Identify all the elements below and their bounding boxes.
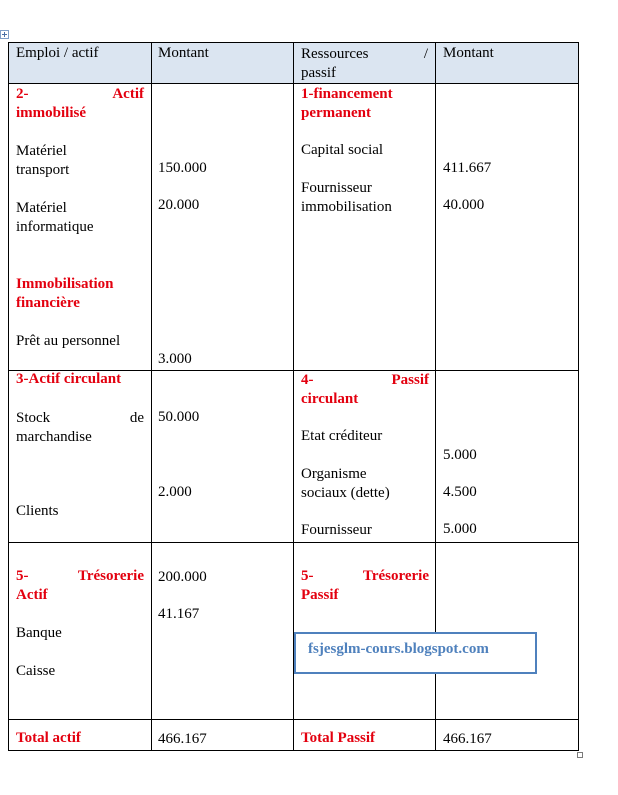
clients-label: Clients [16,503,59,519]
caisse-value: 41.167 [158,606,200,622]
header-montant-right: Montant [443,45,494,61]
pret-personnel-value: 3.000 [158,351,192,367]
stock-marchandise-label: Stock de marchandise [16,410,144,445]
clients-value: 2.000 [158,484,192,500]
table-resize-handle[interactable] [577,752,583,758]
materiel-informatique-label: Matériel informatique [16,200,94,235]
banque-label: Banque [16,625,62,641]
etat-crediteur-label: Etat créditeur [301,428,383,444]
fournisseur-value: 5.000 [443,521,477,537]
capital-social-value: 411.667 [443,160,492,176]
header-montant-left: Montant [158,45,209,61]
border-left [8,42,9,751]
header-emploi-actif: Emploi / actif [16,45,99,61]
total-actif-value: 466.167 [158,731,207,747]
header-ressources-passif [301,45,428,83]
border-right [578,42,579,751]
blog-watermark-textbox[interactable]: fsjesglm-cours.blogspot.com [294,632,537,674]
total-actif-label: Total actif [16,730,81,746]
fournisseur-immobilisation-value: 40.000 [443,197,485,213]
materiel-transport-value: 150.000 [158,160,207,176]
etat-crediteur-value: 5.000 [443,447,477,463]
materiel-transport-label: Matériel transport [16,143,70,178]
tresorerie-passif-title: 5- Trésorerie Passif [301,568,429,603]
actif-circulant-title: 3-Actif circulant [16,371,122,387]
capital-social-label: Capital social [301,142,384,158]
header-ressources-slash: / [423,46,428,62]
immobilisation-financiere-title: Immobilisation financière [16,276,114,311]
section-actif-immobilise-title: 2- Actif immobilisé [16,86,144,121]
stock-marchandise-value: 50.000 [158,409,200,425]
materiel-informatique-value: 20.000 [158,197,200,213]
header-ressources-word: Ressources [301,46,369,62]
caisse-label: Caisse [16,663,56,679]
organisme-sociaux-value: 4.500 [443,484,477,500]
total-passif-value: 466.167 [443,731,492,747]
header-passif-word: passif [301,65,336,81]
fournisseur-label: Fournisseur [301,522,372,538]
table-move-handle[interactable] [0,30,9,39]
banque-value: 200.000 [158,569,207,585]
total-passif-label: Total Passif [301,730,376,746]
financement-permanent-title: 1-financement permanent [301,86,393,121]
passif-circulant-title: 4- Passif circulant [301,372,429,407]
tresorerie-actif-title: 5- Trésorerie Actif [16,568,144,603]
organisme-sociaux-label: Organisme sociaux (dette) [301,466,390,501]
border-col1 [151,42,152,751]
pret-personnel-label: Prêt au personnel [16,333,121,349]
fournisseur-immobilisation-label: Fournisseur immobilisation [301,180,392,215]
